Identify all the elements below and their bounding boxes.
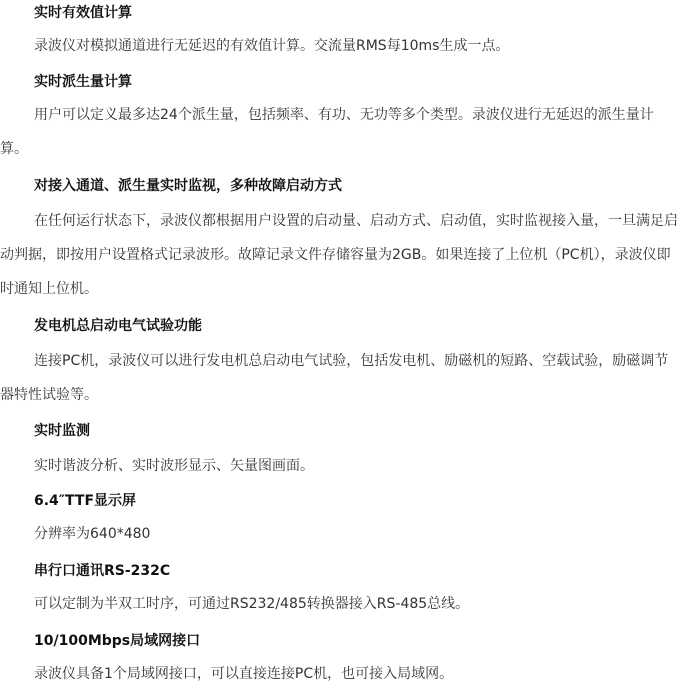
heading-display: 6.4″TTF显示屏 [34,493,137,509]
heading-serial-port: 串行口通讯RS-232C [34,563,171,579]
paragraph-lan-port: 录波仪具备1个局域网接口，可以直接连接PC机，也可接入局域网。 [34,666,454,682]
heading-rms-calc: 实时有效值计算 [34,5,132,21]
paragraph-realtime-monitor: 实时谐波分析、实时波形显示、矢量图画面。 [34,458,314,474]
paragraph-generator-test: 连接PC机，录波仪可以进行发电机总启动电气试验，包括发电机、励磁机的短路、空载试验，励磁调节器特性试验等。 [0,353,669,403]
paragraph-monitoring-trigger: 在任何运行状态下，录波仪都根据用户设置的启动量、启动方式、启动值，实时监视接入量，一旦满足启动判据，即按用户设置格式记录波形。故障记录文件存储容量为2GB。如果连接了上位机（PC机），录波仪即时通知上位机。 [0,213,678,297]
heading-derived-calc: 实时派生量计算 [34,74,132,90]
heading-monitoring-trigger: 对接入通道、派生量实时监视，多种故障启动方式 [34,178,342,194]
heading-lan-port: 10/100Mbps局域网接口 [34,633,201,649]
paragraph-serial-port: 可以定制为半双工时序，可通过RS232/485转换器接入RS-485总线。 [34,596,470,612]
paragraph-display: 分辨率为640*480 [34,526,151,542]
paragraph-rms-calc: 录波仪对模拟通道进行无延迟的有效值计算。交流量RMS每10ms生成一点。 [34,38,510,54]
paragraph-derived-calc: 用户可以定义最多达24个派生量，包括频率、有功、无功等多个类型。录波仪进行无延迟的派生量计算。 [0,107,654,157]
heading-realtime-monitor: 实时监测 [34,423,90,439]
heading-generator-test: 发电机总启动电气试验功能 [34,318,202,334]
